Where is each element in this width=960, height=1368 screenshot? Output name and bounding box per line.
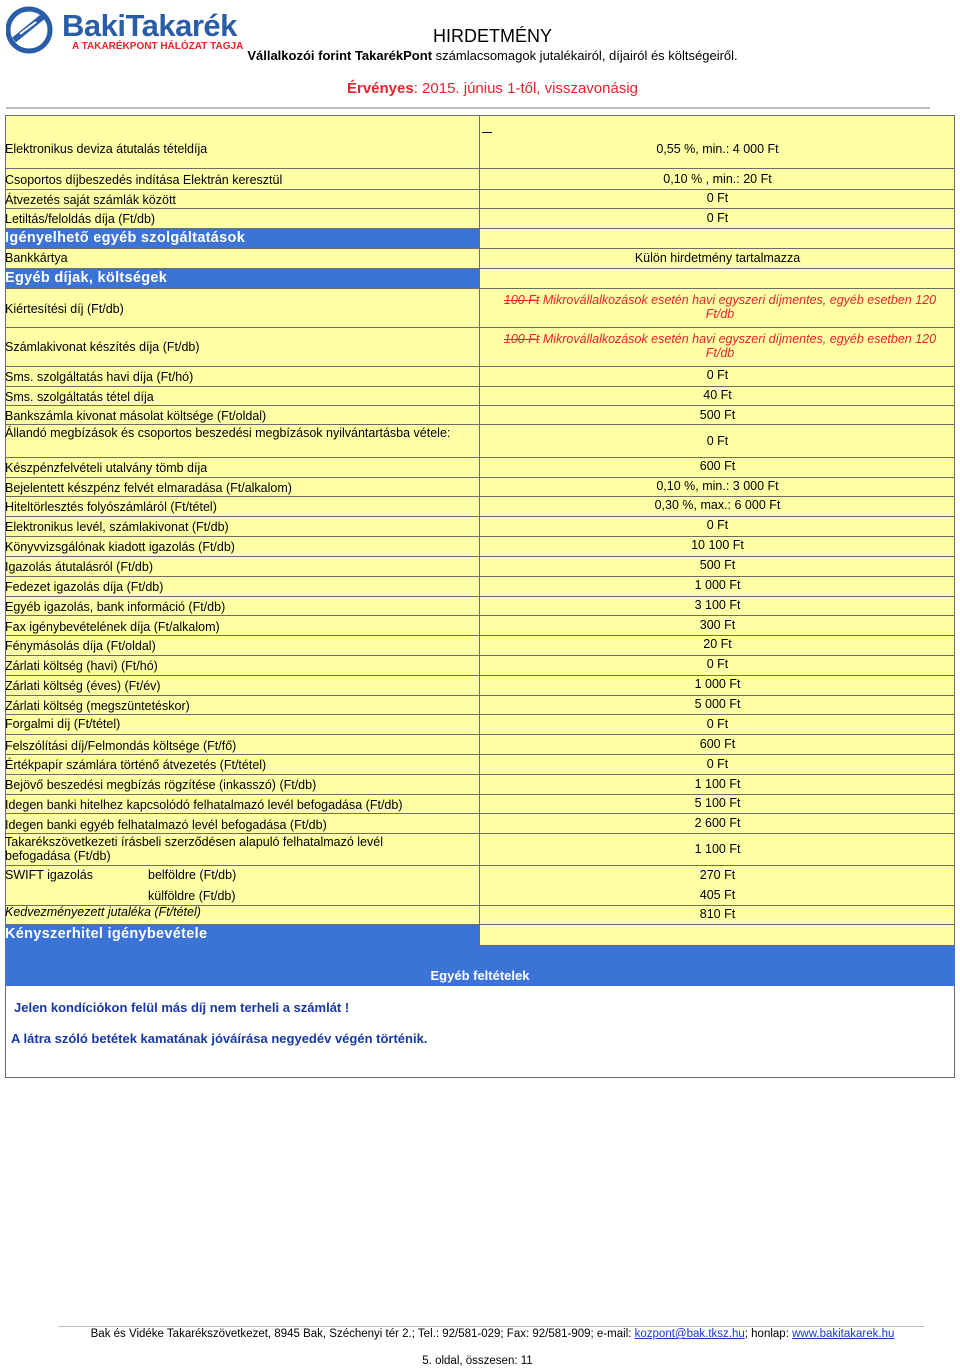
fee-value: 0 Ft	[706, 657, 729, 671]
fee-value: 3 100 Ft	[694, 598, 741, 612]
subtitle-rest: számlacsomagok jutalékairól, díjairól és költségeiről.	[432, 48, 738, 63]
row-border	[5, 714, 955, 715]
new-fee: Mikrovállalkozások esetén havi egyszeri díjmentes, egyéb esetben 120 Ft/db	[542, 293, 937, 321]
row-border	[5, 734, 955, 735]
fee-label: Fax igénybevételének díja (Ft/alkalom)	[5, 620, 220, 634]
row-border	[5, 615, 955, 616]
row-border	[5, 794, 955, 795]
row-border	[5, 496, 955, 497]
row-border	[5, 655, 955, 656]
fee-value: 0 Ft	[706, 518, 729, 532]
row-border	[5, 924, 955, 925]
fee-sublabel: külföldre (Ft/db)	[148, 889, 236, 903]
cell-marker	[482, 132, 492, 133]
row-border	[5, 813, 955, 814]
row-border	[5, 754, 955, 755]
fee-label: Értékpapír számlára történő átvezetés (Ft/tétel)	[5, 758, 267, 772]
row-border	[5, 424, 955, 425]
row-border	[5, 327, 955, 328]
row-border	[5, 189, 955, 190]
row-border	[5, 774, 955, 775]
fee-label: Zárlati költség (havi) (Ft/hó)	[5, 659, 158, 673]
fee-label: Zárlati költség (éves) (Ft/év)	[5, 679, 161, 693]
document-subtitle	[0, 48, 960, 63]
fee-value: 0,30 %, max.: 6 000 Ft	[654, 498, 781, 512]
footer-divider	[58, 1326, 924, 1327]
fee-label: Fedezet igazolás díja (Ft/db)	[5, 580, 164, 594]
fee-value: 0 Ft	[706, 434, 729, 448]
footer-email-link[interactable]: kozpont@bak.tksz.hu	[634, 1328, 745, 1340]
row-border	[5, 248, 955, 249]
fee-value: 5 100 Ft	[694, 796, 741, 810]
footer-address: Bak és Vidéke Takarékszövetkezet, 8945 Bak, Széchenyi tér 2.; Tel.: 92/581-029; Fax: 92/581-909; e-mail:	[90, 1328, 635, 1340]
page-number: 5. oldal, összesen: 11	[422, 1355, 533, 1367]
section-heading-services: Igényelhető egyéb szolgáltatások	[5, 230, 246, 246]
fee-value: Külön hirdetmény tartalmazza	[634, 251, 801, 265]
logo-wordmark: BakiTakarék	[62, 8, 237, 43]
fee-value: 405 Ft	[699, 888, 736, 902]
fee-label: Készpénzfelvételi utalvány tömb díja	[5, 461, 208, 475]
footer-homepage-link[interactable]: www.bakitakarek.hu	[792, 1328, 895, 1340]
fee-label: Állandó megbízások és csoportos beszedési megbízások nyilvántartásba vétele:	[5, 426, 451, 440]
fee-value: 500 Ft	[699, 558, 736, 572]
fee-value: 0,55 %, min.: 4 000 Ft	[656, 142, 779, 156]
row-border	[5, 168, 955, 169]
fee-label: Kedvezményezett jutaléka (Ft/tétel)	[5, 905, 201, 919]
other-conditions-heading: Egyéb feltételek	[430, 968, 530, 983]
fee-value: 600 Ft	[699, 737, 736, 751]
fee-value: 5 000 Ft	[694, 697, 741, 711]
fee-label: Forgalmi díj (Ft/tétel)	[5, 717, 121, 731]
fee-value: 0,10 % , min.: 20 Ft	[663, 172, 772, 186]
fee-value: 0 Ft	[706, 717, 729, 731]
row-border	[5, 865, 955, 866]
fee-label: Bankszámla kivonat másolat költsége (Ft/oldal)	[5, 409, 267, 423]
logo-tagline: A TAKARÉKPONT HÁLÓZAT TAGJA	[72, 41, 244, 52]
section-heading-forced-credit: Kényszerhitel igénybevétele	[5, 926, 208, 942]
fee-label: Átvezetés saját számlák között	[5, 193, 176, 207]
row-border	[5, 386, 955, 387]
fee-value: 810 Ft	[699, 907, 736, 921]
fee-value: 1 100 Ft	[694, 842, 741, 856]
row-border	[5, 695, 955, 696]
fee-label: Számlakivonat készítés díja (Ft/db)	[5, 340, 200, 354]
fee-label: Letiltás/feloldás díja (Ft/db)	[5, 212, 156, 226]
fee-value: 300 Ft	[699, 618, 736, 632]
fee-value: 10 100 Ft	[691, 538, 744, 552]
row-border	[5, 405, 955, 406]
fee-label: Idegen banki egyéb felhatalmazó levél befogadása (Ft/db)	[5, 818, 327, 832]
note-interest-credit: A látra szóló betétek kamatának jóváírása negyedév végén történik.	[11, 1031, 428, 1046]
fee-value	[490, 332, 950, 360]
row-border	[5, 635, 955, 636]
new-fee: Mikrovállalkozások esetén havi egyszeri díjmentes, egyéb esetben 120 Ft/db	[542, 332, 937, 360]
fee-value: 20 Ft	[703, 637, 732, 651]
fee-value: 0 Ft	[706, 191, 729, 205]
fee-label: Bejövő beszedési megbízás rögzítése (inkasszó) (Ft/db)	[5, 778, 317, 792]
fee-value: 0 Ft	[706, 211, 729, 225]
fee-value: 600 Ft	[699, 459, 736, 473]
validity-line	[0, 80, 960, 97]
fee-label: Idegen banki hitelhez kapcsolódó felhatalmazó levél befogadása (Ft/db)	[5, 798, 403, 812]
document-title: HIRDETMÉNY	[432, 26, 552, 46]
fee-label: Zárlati költség (megszüntetéskor)	[5, 699, 190, 713]
row-border	[5, 596, 955, 597]
note-no-other-fees: Jelen kondíciókon felül más díj nem terheli a számlát !	[14, 1000, 350, 1015]
validity-label: Érvényes	[346, 80, 414, 97]
row-border	[5, 556, 955, 557]
validity-date: : 2015. június 1-től, visszavonásig	[413, 80, 638, 97]
row-border	[5, 576, 955, 577]
fee-label: Sms. szolgáltatás havi díja (Ft/hó)	[5, 370, 194, 384]
fee-label: Sms. szolgáltatás tétel díja	[5, 390, 154, 404]
fee-value: 40 Ft	[703, 388, 732, 402]
row-border	[5, 457, 955, 458]
header-divider	[6, 107, 930, 109]
fee-value: 0,10 %, min.: 3 000 Ft	[656, 479, 779, 493]
row-border	[5, 536, 955, 537]
fee-label: Bankkártya	[5, 251, 68, 265]
fee-label: Hiteltörlesztés folyószámláról (Ft/tétel)	[5, 500, 217, 514]
fee-value: 1 000 Ft	[694, 677, 741, 691]
fee-sublabel: belföldre (Ft/db)	[148, 868, 237, 882]
fee-value: 0 Ft	[706, 757, 729, 771]
row-border	[5, 516, 955, 517]
footer-homepage-label: ; honlap:	[744, 1328, 793, 1340]
row-border	[5, 208, 955, 209]
fee-value: 500 Ft	[699, 408, 736, 422]
fee-label: Csoportos díjbeszedés indítása Elektrán keresztül	[5, 173, 283, 187]
fee-label: Fénymásolás díja (Ft/oldal)	[5, 639, 156, 653]
subtitle-lead: Vállalkozói forint TakarékPont	[247, 48, 433, 63]
fee-value	[490, 293, 950, 321]
row-border	[5, 477, 955, 478]
row-border	[5, 268, 955, 269]
fee-label: Elektronikus levél, számlakivonat (Ft/db)	[5, 520, 229, 534]
old-fee: 100 Ft	[503, 293, 540, 307]
fee-label: Igazolás átutalásról (Ft/db)	[5, 560, 153, 574]
row-border	[5, 288, 955, 289]
fee-value: 0 Ft	[706, 368, 729, 382]
section-heading-other-fees: Egyéb díjak, költségek	[5, 270, 168, 286]
fee-label: SWIFT igazolás	[5, 868, 93, 882]
fee-label: Felszólítási díj/Felmondás költsége (Ft/fő)	[5, 739, 237, 753]
fee-label: Takarékszövetkezeti írásbeli szerződésen alapuló felhatalmazó levél befogadása (Ft/db)	[5, 835, 383, 863]
footer-contact	[0, 1328, 960, 1340]
fee-label: Könyvvizsgálónak kiadott igazolás (Ft/db)	[5, 540, 235, 554]
fee-label: Elektronikus deviza átutalás tételdíja	[5, 142, 208, 156]
fee-value: 1 100 Ft	[694, 777, 741, 791]
row-border	[5, 833, 955, 834]
fee-label: Kiértesítési díj (Ft/db)	[5, 302, 124, 316]
fee-label: Bejelentett készpénz felvét elmaradása (Ft/alkalom)	[5, 481, 292, 495]
row-border	[5, 228, 955, 229]
fee-value: 2 600 Ft	[694, 816, 741, 830]
old-fee: 100 Ft	[503, 332, 540, 346]
fee-value: 270 Ft	[699, 868, 736, 882]
fee-label: Egyéb igazolás, bank információ (Ft/db)	[5, 600, 226, 614]
row-border	[5, 366, 955, 367]
fee-value: 1 000 Ft	[694, 578, 741, 592]
row-border	[5, 675, 955, 676]
